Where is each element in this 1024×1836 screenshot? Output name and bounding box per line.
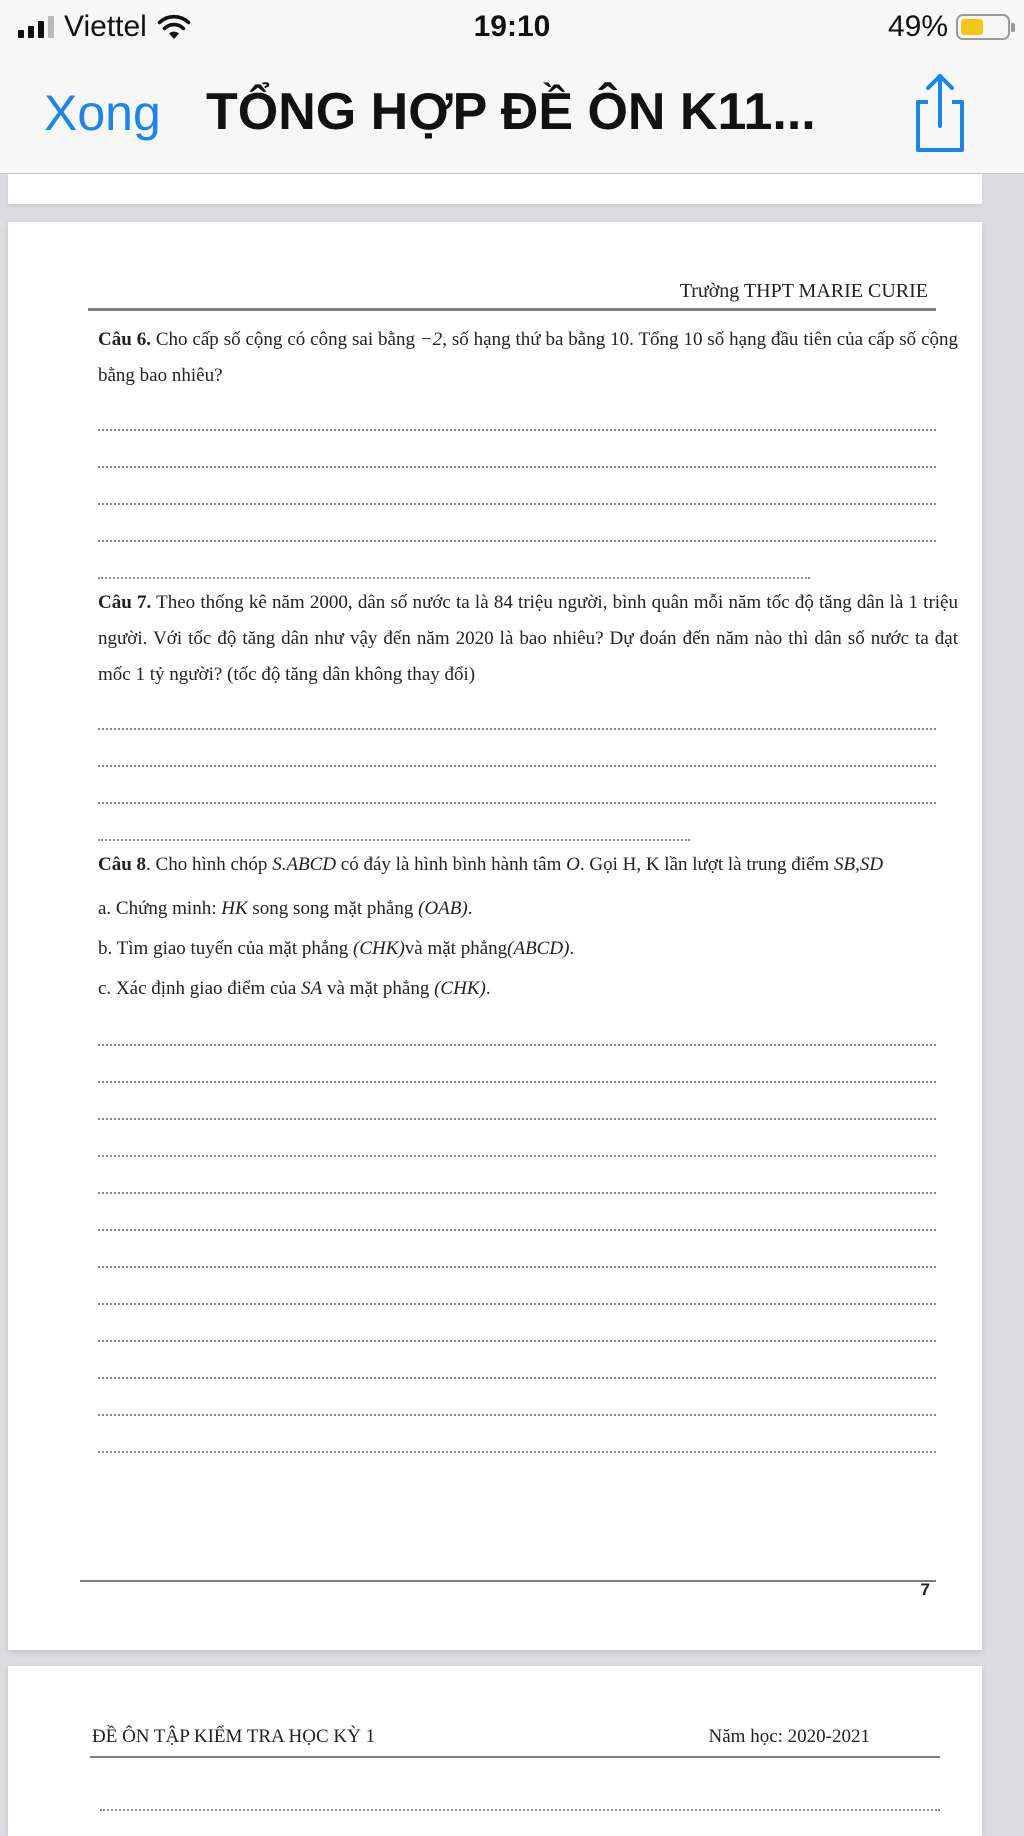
question-8-text: có đáy là hình bình hành tâm <box>336 854 567 875</box>
answer-line <box>98 1416 936 1453</box>
pyramid-name: S.ABCD <box>272 854 337 875</box>
question-8 <box>98 847 958 883</box>
answer-line <box>98 394 936 431</box>
question-6-text: Cho cấp số cộng có công sai bằng <box>150 329 420 350</box>
answer-line <box>98 505 936 542</box>
answer-line <box>98 1157 936 1194</box>
school-header: Trường THPT MARIE CURIE <box>679 280 928 302</box>
edge-names: SB,SD <box>833 854 884 875</box>
plane-oab: (OAB) <box>418 898 468 919</box>
document-title: TỔNG HỢP ĐỀ ÔN K11... <box>206 83 816 141</box>
battery-level <box>961 19 983 35</box>
answer-line <box>98 1268 936 1305</box>
question-7-text: Theo thống kê năm 2000, dân số nước ta là 84 triệu người, bình quân mỗi năm tốc độ tăng dân là 1 triệu người. Với tốc độ tăng dân như vậy đến năm 2020 là bao nhiêu? Dự đoán đến năm nào thì dân số nước ta đạt mốc 1 tỷ người? (tốc độ tăng dân không thay đổi) <box>98 592 958 685</box>
question-6-label: Câu 6. <box>98 329 151 350</box>
carrier-name: Viettel <box>64 10 147 43</box>
question-8b-text: . <box>569 938 575 959</box>
status-bar <box>0 0 1024 56</box>
question-8c-text: và mặt phẳng <box>322 978 435 999</box>
next-page[interactable] <box>8 1666 982 1836</box>
line-hk: HK <box>221 898 248 919</box>
footer-rule <box>80 1580 936 1582</box>
answer-line <box>98 468 936 505</box>
question-7-label: Câu 7. <box>98 592 152 613</box>
answer-line <box>98 1194 936 1231</box>
answer-line <box>98 1379 936 1416</box>
page-content <box>98 322 958 1453</box>
question-8-text: . Gọi H, K lần lượt là trung điểm <box>579 854 834 875</box>
answer-line <box>98 1083 936 1120</box>
question-8c-text: . <box>485 978 491 999</box>
plane-abcd: (ABCD) <box>507 938 570 959</box>
question-8b-text: và mặt phẳng <box>404 938 508 959</box>
common-difference: −2 <box>419 329 443 350</box>
status-right <box>888 10 1010 44</box>
question-8b-text: b. Tìm giao tuyến của mặt phẳng <box>98 938 354 959</box>
third-term: 10 <box>610 329 630 350</box>
line-sa: SA <box>301 978 323 999</box>
answer-line <box>98 804 690 841</box>
question-8a-text: . <box>467 898 473 919</box>
header-rule <box>88 308 936 311</box>
answer-line <box>98 693 936 730</box>
question-8-label: Câu 8 <box>98 854 147 875</box>
battery-icon <box>956 14 1010 40</box>
answer-line <box>98 1009 936 1046</box>
navigation-bar <box>0 56 1024 174</box>
question-8c-text: c. Xác định giao điểm của <box>98 978 302 999</box>
battery-percent: 49% <box>887 10 948 43</box>
plane-chk: (CHK) <box>434 978 486 999</box>
question-8c <box>98 969 958 1009</box>
done-button[interactable]: Xong <box>44 85 161 141</box>
answer-line <box>98 431 936 468</box>
question-6-text: , số hạng thứ ba bằng <box>442 329 611 350</box>
exam-title: ĐỀ ÔN TẬP KIỂM TRA HỌC KỲ 1 <box>92 1726 376 1747</box>
page-number: 7 <box>920 1580 930 1599</box>
share-icon[interactable] <box>906 68 974 158</box>
answer-line <box>98 542 810 579</box>
question-6 <box>98 322 958 394</box>
question-8b <box>98 929 958 969</box>
document-page[interactable] <box>8 222 982 1650</box>
header-rule <box>90 1756 940 1758</box>
question-7 <box>98 585 958 693</box>
school-year: Năm học: 2020-2021 <box>708 1726 870 1747</box>
question-8-text: . Cho hình chóp <box>146 854 273 875</box>
answer-line <box>98 1231 936 1268</box>
plane-chk: (CHK) <box>353 938 405 959</box>
question-6-text: . Tổng 10 số hạng đầu tiên của cấp số cộng bằng bao nhiêu? <box>98 329 958 386</box>
question-8a-text: song song mặt phẳng <box>247 898 419 919</box>
question-8a-text: a. Chứng minh: <box>98 898 222 919</box>
previous-page-edge <box>8 174 982 204</box>
answer-line <box>98 1305 936 1342</box>
answer-line <box>98 1046 936 1083</box>
answer-line <box>100 1774 940 1811</box>
clock: 19:10 <box>473 10 551 43</box>
answer-line <box>98 1120 936 1157</box>
answer-line <box>98 767 936 804</box>
answer-line <box>98 1342 936 1379</box>
center-point: O <box>566 854 580 875</box>
answer-line <box>98 730 936 767</box>
question-8a <box>98 889 958 929</box>
